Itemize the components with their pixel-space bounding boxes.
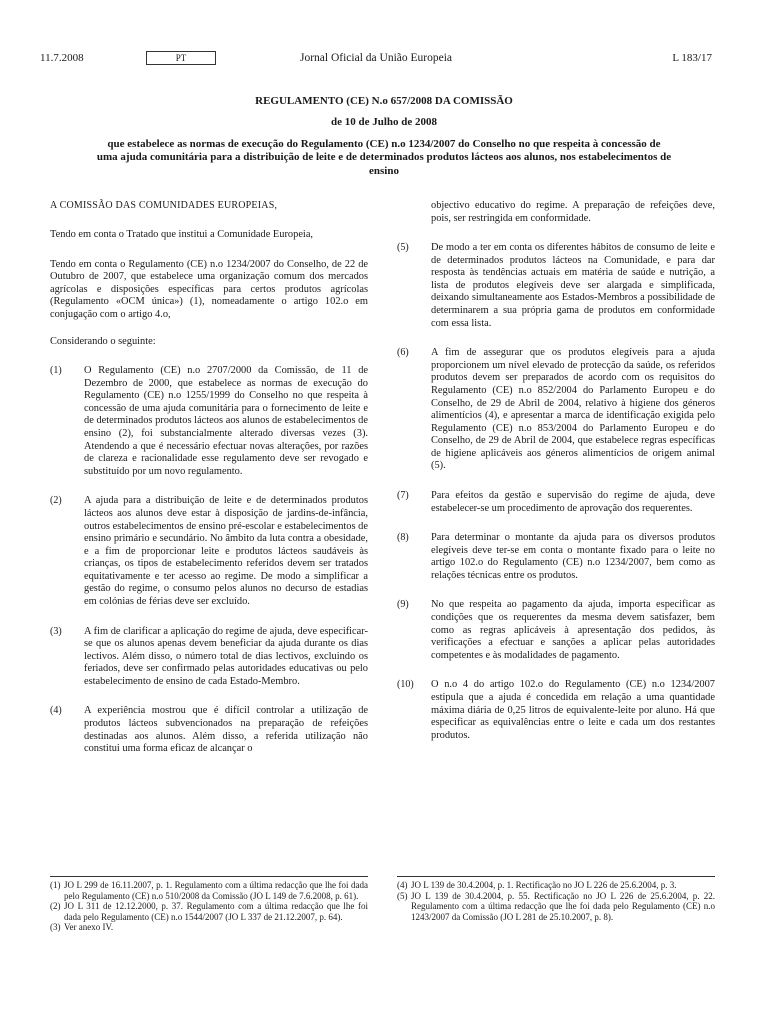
commission-intro: A COMISSÃO DAS COMUNIDADES EUROPEIAS,: [50, 200, 278, 211]
footnote-divider: [397, 876, 715, 877]
recital-item: (7) Para efeitos da gestão e supervisão do regime de ajuda, deve estabelecer-se um procedimento de aprovação dos requerentes.: [397, 489, 715, 514]
page-header: [40, 52, 712, 66]
footnote: (2) JO L 311 de 12.12.2000, p. 37. Regulamento com a última redacção que lhe foi dada pelo Regulamento (CE) n.o 1544/2007 (JO L 337 de 21.12.2007, p. 64).: [50, 901, 368, 922]
journal-title: Jornal Oficial da União Europeia: [300, 52, 452, 64]
footnote-divider: [50, 876, 368, 877]
recital-treaty: Tendo em conta o Tratado que institui a Comunidade Europeia,: [50, 229, 314, 241]
recital-item: (3) A fim de clarificar a aplicação do regime de ajuda, deve especificar-se que os alunos apenas devem beneficiar da ajuda durante os dias lectivos. Além disso, o número total de dias lectivos, excluindo os feriados, deve ser confirmado pelas autoridades educativas ou pelo estabelecimento de ensino de cada Estado-Membro.: [50, 625, 368, 687]
regulation-date: de 10 de Julho de 2008: [330, 116, 438, 129]
footnote: (5) JO L 139 de 30.4.2004, p. 55. Rectificação no JO L 226 de 25.6.2004, p. 22. Regulamento com a última redacção que lhe foi dada pelo Regulamento (CE) n.o 1243/2007 da Comissão (JO L 281 de 25.10.2007, p. 8).: [397, 890, 715, 922]
recital-item: (6) A fim de assegurar que os produtos elegíveis para a ajuda proporcionem um nível elevado de protecção da saúde, os referidos produtos devem ser preparados de acordo com os requisitos do Regulamento (CE) n.o 852/2004 do Parlamento Europeu e do Conselho, de 29 de Abril de 2004, relativo à higiene dos géneros alimentícios (4), e apresentar a marca de identificação exigida pelo Regulamento (CE) n.o 853/2004 do Parlamento Europeu e do Conselho, de 29 de Abril de 2004, que estabelece regras específicas de higiene aplicáveis aos géneros alimentícios de origem animal (5).: [397, 347, 715, 472]
recital-item: (10) O n.o 4 do artigo 102.o do Regulamento (CE) n.o 1234/2007 estipula que a ajuda é concedida em relação a uma quantidade máxima diária de 0,25 litros de equivalente-leite por aluno. Há que especificar as equivalências entre o leite e cada um dos restantes produtos.: [397, 679, 715, 741]
left-column: [50, 200, 368, 756]
right-column: [397, 200, 715, 742]
recital-item: (2) A ajuda para a distribuição de leite e de determinados produtos lácteos aos alunos deve estar à disposição de jardins-de-infância, outros estabelecimentos de ensino pré-escolar e estabelecimentos de ensino primário e secundário. No âmbito da luta contra a obesidade, e a fim de proporcionar leite e produtos lácteos saudáveis às crianças, os tipos de estabelecimento referidos devem ser tratados equitativamente e ter acesso ao regime. De modo a simplificar a gestão do regime, o consumo pelos alunos no decurso de estadias em colónias de férias deve ser excluído.: [50, 495, 368, 607]
footnote: (3) Ver anexo IV.: [50, 922, 114, 933]
footnote: (1) JO L 299 de 16.11.2007, p. 1. Regulamento com a última redacção que lhe foi dada pelo Regulamento (CE) n.o 510/2008 da Comissão (JO L 149 de 7.6.2008, p. 61).: [50, 880, 368, 901]
publication-date: 11.7.2008: [40, 52, 84, 64]
recital-item: (4) A experiência mostrou que é difícil controlar a utilização de produtos lácteos subvencionados na preparação de refeições destinadas aos alunos. Além disso, a referida utilização não constitui uma forma eficaz de alcançar o: [50, 705, 368, 755]
recital-item: (1) O Regulamento (CE) n.o 2707/2000 da Comissão, de 11 de Dezembro de 2000, que estabelece as normas de execução do Regulamento (CE) n.o 1255/1999 do Conselho no que respeita à concessão de uma ajuda comunitária para o fornecimento de leite e de determinados produtos lácteos aos alunos de estabelecimentos de ensino (2), foi substancialmente alterado diversas vezes (3). Atendendo a que é necessário efectuar novas alterações, por razões de clareza e racionalidade esse regulamento deve ser revogado e substituído por um novo regulamento.: [50, 365, 368, 477]
recital-regulation: Tendo em conta o Regulamento (CE) n.o 1234/2007 do Conselho, de 22 de Outubro de 2007, que estabelece uma organização comum dos mercados agrícolas e disposições específicas para certos produtos agrícolas (Regulamento «OCM única») (1), nomeadamente o artigo 102.o em conjugação com o artigo 4.o,: [50, 258, 368, 320]
recital-continuation: objectivo educativo do regime. A preparação de refeições deve, pois, ser restringida em conformidade.: [431, 200, 715, 224]
recital-item: (8) Para determinar o montante da ajuda para os diversos produtos elegíveis deve ter-se em conta o montante fixado para o leite no artigo 102.o do Regulamento (CE) n.o 1234/2007, bem como as relações técnicas entre os produtos.: [397, 532, 715, 581]
recital-item: (9) No que respeita ao pagamento da ajuda, importa especificar as condições que os requerentes da mesma devem satisfazer, bem como as regras aplicáveis à apresentação dos pedidos, às verificações a efectuar e sanções a aplicar pelas autoridades competentes e às modalidades de pagamento.: [397, 599, 715, 661]
footnotes-right: [397, 876, 715, 922]
footnote: (4) JO L 139 de 30.4.2004, p. 1. Rectificação no JO L 226 de 25.6.2004, p. 3.: [397, 880, 677, 890]
recital-item: (5) De modo a ter em conta os diferentes hábitos de consumo de leite e de determinados produtos lácteos na Comunidade, e para dar resposta às tendências actuais em matéria de saúde e nutrição, a lista de produtos elegíveis deve ser alargada e simplificada, deixando simultaneamente aos Estados-Membros a possibilidade de determinarem a sua própria gama de produtos em conformidade com essa lista.: [397, 242, 715, 329]
page-reference: L 183/17: [672, 52, 712, 64]
regulation-number: REGULAMENTO (CE) N.o 657/2008 DA COMISSÃO: [255, 95, 513, 107]
regulation-title: [96, 95, 672, 178]
language-box: PT: [146, 51, 216, 65]
footnotes-left: [50, 876, 368, 933]
regulation-subject: que estabelece as normas de execução do Regulamento (CE) n.o 1234/2007 do Conselho no que respeita à concessão de uma ajuda comunitária para a distribuição de leite e de determinados produtos lácteos aos alunos, nos estabelecimentos de ensino: [96, 137, 672, 177]
considering-heading: Considerando o seguinte:: [50, 335, 156, 347]
